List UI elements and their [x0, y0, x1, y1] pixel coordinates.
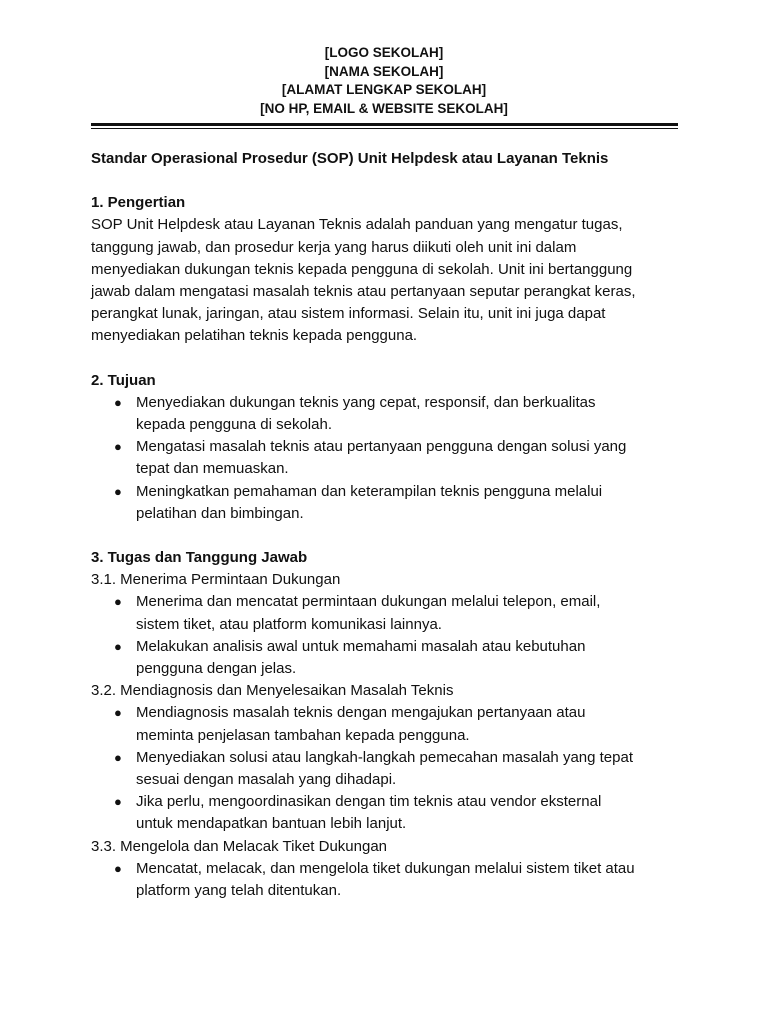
list-item: ● Jika perlu, mengoordinasikan dengan tim teknis atau vendor eksternal untuk mendapatkan bantuan lebih lanjut.: [114, 793, 602, 833]
bullet-icon: ●: [114, 394, 122, 410]
list-item: ● Mengatasi masalah teknis atau pertanyaan pengguna dengan solusi yang tepat dan memuaskan.: [114, 438, 627, 478]
document-body: [91, 148, 691, 902]
letterhead: [0, 44, 768, 118]
paragraph-line: SOP Unit Helpdesk atau Layanan Teknis adalah panduan yang mengatur tugas,: [91, 216, 623, 234]
document-title: Standar Operasional Prosedur (SOP) Unit Helpdesk atau Layanan Teknis: [91, 150, 609, 167]
bullet-icon: ●: [114, 860, 122, 876]
list-item: ● Menerima dan mencatat permintaan dukungan melalui telepon, email, sistem tiket, atau platform komunikasi lainnya.: [114, 593, 601, 633]
list-item: ● Melakukan analisis awal untuk memahami masalah atau kebutuhan pengguna dengan jelas.: [114, 637, 586, 678]
list-item: ● Menyediakan dukungan teknis yang cepat, responsif, dan berkualitas kepada pengguna di sekolah.: [114, 393, 596, 434]
section-heading-pengertian: 1. Pengertian: [91, 194, 186, 212]
subsection-title: 3.1. Menerima Permintaan Dukungan: [91, 571, 341, 589]
bullet-list-sub1: [91, 591, 691, 680]
school-contact-placeholder: [NO HP, EMAIL & WEBSITE SEKOLAH]: [260, 100, 508, 116]
paragraph-line: jawab dalam mengatasi masalah teknis atau pertanyaan seputar perangkat keras,: [91, 283, 636, 301]
list-item: ● Meningkatkan pemahaman dan keterampilan teknis pengguna melalui pelatihan dan bimbingan.: [114, 482, 603, 522]
bullet-icon: ●: [114, 594, 122, 610]
bullet-list-tujuan: [91, 392, 691, 525]
section-paragraph-pengertian: [91, 214, 691, 347]
bullet-icon: ●: [114, 439, 122, 455]
paragraph-line: menyediakan dukungan teknis kepada pengguna di sekolah. Unit ini bertanggung: [91, 260, 633, 278]
list-item: ● Mendiagnosis masalah teknis dengan mengajukan pertanyaan atau meminta penjelasan tambahan kepada pengguna.: [114, 704, 586, 744]
paragraph-line: tanggung jawab, dan prosedur kerja yang harus diikuti oleh unit ini dalam: [91, 238, 577, 256]
section-heading-tugas: 3. Tugas dan Tanggung Jawab: [91, 549, 308, 567]
letterhead-rule-thick: [91, 123, 678, 126]
paragraph-line: menyediakan pelatihan teknis kepada pengguna.: [91, 327, 418, 345]
list-item: ● Mencatat, melacak, dan mengelola tiket dukungan melalui sistem tiket atau platform yang telah ditentukan.: [114, 859, 635, 900]
school-name-placeholder: [NAMA SEKOLAH]: [324, 63, 444, 79]
bullet-list-sub2: [91, 702, 691, 835]
bullet-list-sub3: [91, 858, 691, 902]
bullet-icon: ●: [114, 749, 122, 765]
bullet-icon: ●: [114, 705, 122, 721]
letterhead-rule-thin: [91, 128, 678, 129]
subsection-title: 3.2. Mendiagnosis dan Menyelesaikan Masalah Teknis: [91, 682, 454, 700]
bullet-icon: ●: [114, 638, 122, 654]
school-logo-placeholder: [LOGO SEKOLAH]: [324, 45, 444, 60]
list-item: ● Menyediakan solusi atau langkah-langkah pemecahan masalah yang tepat sesuai dengan masalah yang dihadapi.: [114, 748, 633, 789]
school-address-placeholder: [ALAMAT LENGKAP SEKOLAH]: [281, 82, 487, 97]
subsection-title: 3.3. Mengelola dan Melacak Tiket Dukungan: [91, 837, 388, 855]
bullet-icon: ●: [114, 794, 122, 810]
bullet-icon: ●: [114, 483, 122, 499]
section-heading-tujuan: 2. Tujuan: [91, 371, 156, 389]
paragraph-line: perangkat lunak, jaringan, atau sistem informasi. Selain itu, unit ini juga dapat: [91, 305, 606, 323]
